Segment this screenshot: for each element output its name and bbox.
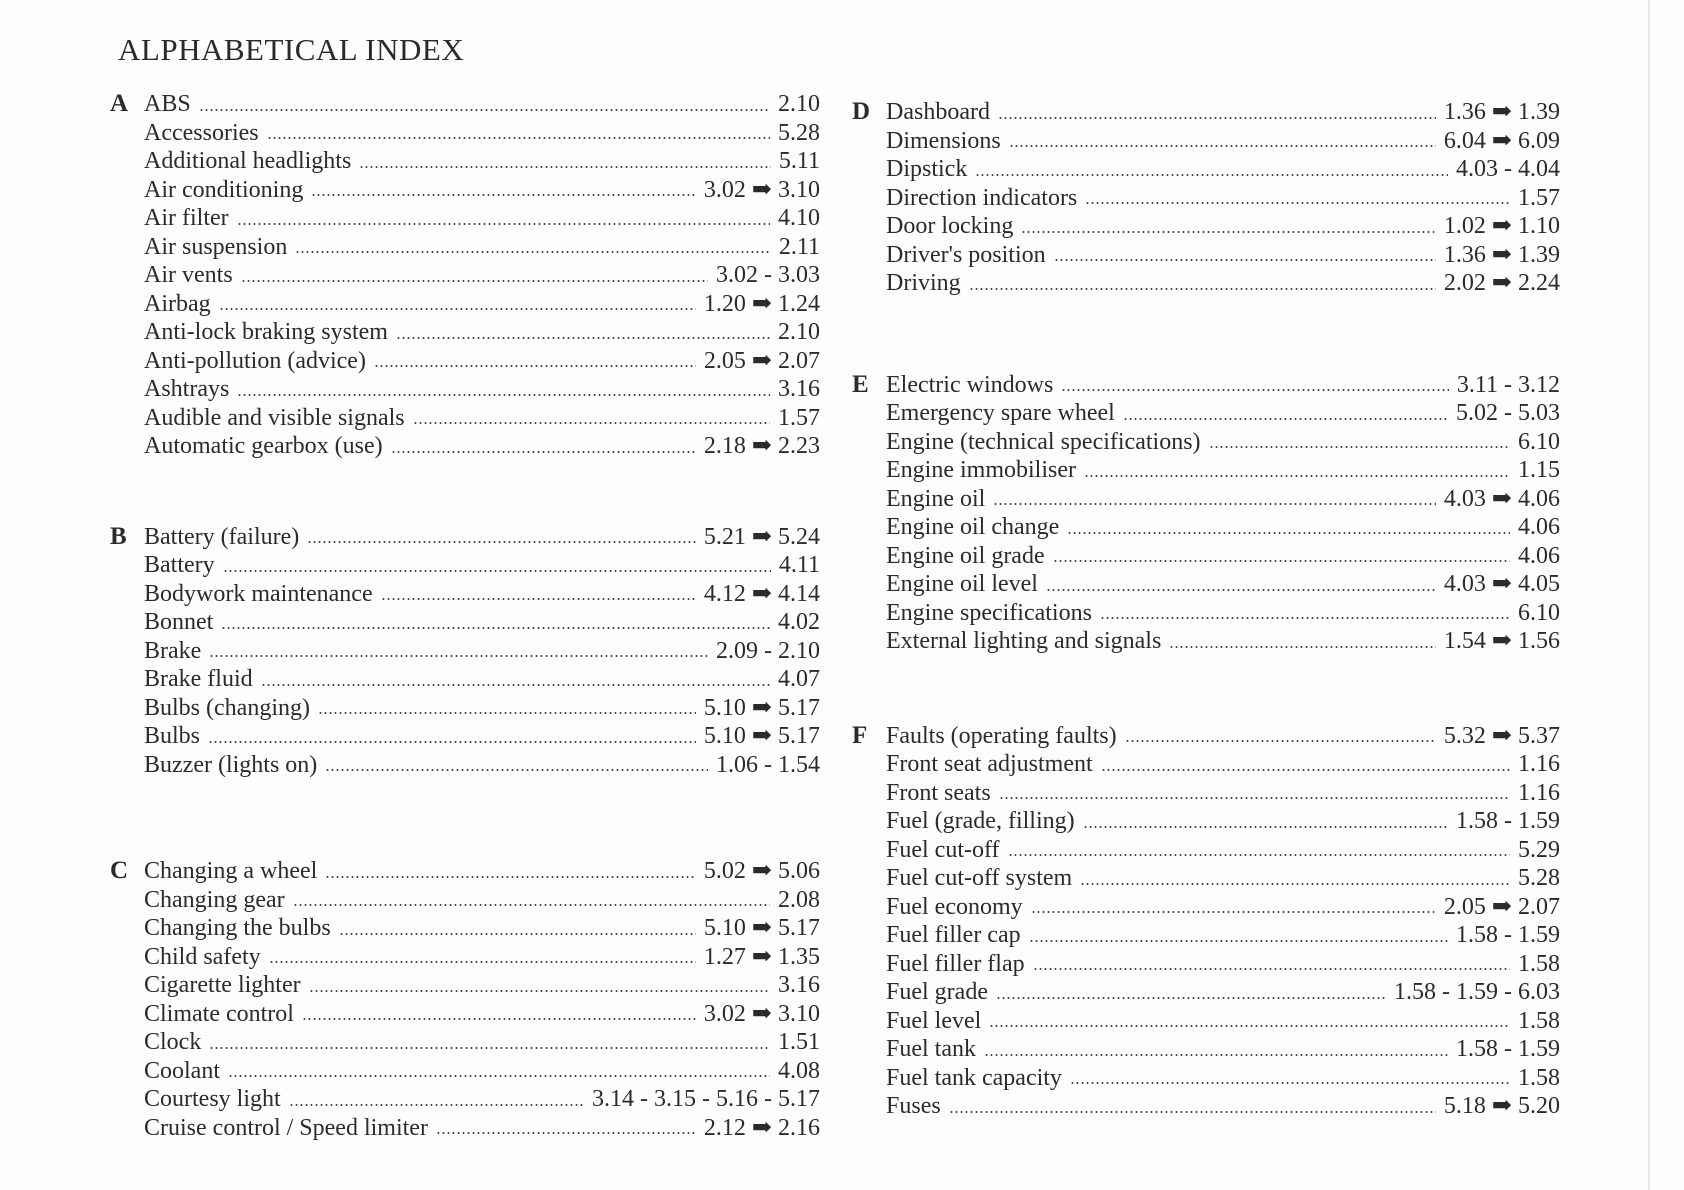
entry-pages: 1.57 xyxy=(778,404,820,431)
entry-pages: 2.08 xyxy=(778,886,820,913)
entry-term: Fuel level xyxy=(886,1007,982,1034)
entry-term: Fuses xyxy=(886,1093,941,1119)
dot-leader xyxy=(237,394,770,396)
index-entry xyxy=(144,290,820,319)
entry-term: Dimensions xyxy=(886,127,1001,154)
index-entry xyxy=(886,1007,1560,1036)
entry-pages: 1.51 xyxy=(778,1029,820,1055)
section-e xyxy=(852,371,1560,656)
entry-pages: 3.14 - 3.15 - 5.16 - 5.17 xyxy=(592,1086,820,1112)
entry-term: Fuel economy xyxy=(886,893,1023,920)
section-letter: E xyxy=(852,370,869,398)
entry-pages: 4.10 xyxy=(778,205,820,231)
entry-pages: 4.06 xyxy=(1518,542,1560,569)
entry-term: Air conditioning xyxy=(144,176,304,203)
dot-leader xyxy=(307,541,696,543)
dot-leader xyxy=(391,451,696,453)
dot-leader xyxy=(325,876,696,878)
entry-term: Changing the bulbs xyxy=(144,915,331,941)
dot-leader xyxy=(1061,389,1449,391)
dot-leader xyxy=(311,194,696,196)
entry-term: Bulbs xyxy=(144,723,201,749)
index-entry xyxy=(886,978,1560,1007)
index-entry xyxy=(886,950,1560,979)
entry-term: Engine oil xyxy=(886,485,986,512)
dot-leader xyxy=(989,1025,1510,1027)
dot-leader xyxy=(208,741,696,743)
entry-pages: 1.06 - 1.54 xyxy=(716,751,820,778)
dot-leader xyxy=(237,223,770,225)
entry-pages: 1.54 ➡ 1.56 xyxy=(1443,628,1560,654)
entry-term: Engine oil level xyxy=(886,571,1038,597)
entry-pages: 5.29 xyxy=(1518,836,1560,863)
entry-pages: 4.02 xyxy=(778,609,820,635)
dot-leader xyxy=(1085,202,1510,204)
index-entry xyxy=(886,184,1560,213)
left-column xyxy=(110,90,820,1142)
dot-leader xyxy=(309,990,770,992)
index-entry xyxy=(144,523,820,552)
index-entry xyxy=(144,1085,820,1114)
index-entry xyxy=(886,428,1560,457)
entry-pages: 2.10 xyxy=(778,91,820,117)
entry-pages: 2.02 ➡ 2.24 xyxy=(1443,270,1560,296)
entry-term: Changing gear xyxy=(144,886,285,913)
entry-term: Automatic gearbox (use) xyxy=(144,433,383,459)
entries-list xyxy=(144,523,820,780)
dot-leader xyxy=(1080,883,1510,885)
index-entry xyxy=(886,750,1560,779)
entry-term: Engine immobiliser xyxy=(886,457,1076,483)
entry-pages: 3.02 ➡ 3.10 xyxy=(703,1000,820,1027)
entry-term: Child safety xyxy=(144,943,261,970)
entry-pages: 1.16 xyxy=(1518,779,1560,806)
index-entry xyxy=(886,599,1560,628)
dot-leader xyxy=(993,503,1436,505)
index-entry xyxy=(886,241,1560,270)
entry-term: Engine specifications xyxy=(886,599,1092,626)
dot-leader xyxy=(1169,646,1436,648)
index-entry xyxy=(144,1000,820,1029)
entry-term: Direction indicators xyxy=(886,184,1078,211)
dot-leader xyxy=(975,174,1448,176)
dot-leader xyxy=(1209,446,1510,448)
dot-leader xyxy=(302,1018,696,1020)
entries-list xyxy=(144,857,820,1142)
index-entry xyxy=(886,864,1560,893)
page-edge xyxy=(1648,0,1650,1190)
entry-term: Clock xyxy=(144,1029,202,1055)
section-c xyxy=(110,857,820,1142)
index-entry xyxy=(144,261,820,290)
index-entry xyxy=(144,1114,820,1143)
entry-pages: 1.58 - 1.59 xyxy=(1456,1036,1560,1062)
index-entry xyxy=(144,176,820,205)
dot-leader xyxy=(293,904,770,906)
entry-pages: 2.10 xyxy=(778,319,820,345)
entry-pages: 3.11 - 3.12 xyxy=(1456,371,1560,398)
entry-pages: 5.10 ➡ 5.17 xyxy=(703,723,820,749)
entry-pages: 5.10 ➡ 5.17 xyxy=(703,694,820,721)
dot-leader xyxy=(1046,589,1436,591)
index-entry xyxy=(886,627,1560,656)
index-entry xyxy=(886,513,1560,542)
index-entry xyxy=(144,665,820,694)
entry-pages: 1.58 xyxy=(1518,1064,1560,1091)
dot-leader xyxy=(374,365,696,367)
entry-term: Bulbs (changing) xyxy=(144,694,310,721)
section-a xyxy=(110,90,820,461)
dot-leader xyxy=(289,1104,584,1106)
entry-pages: 1.15 xyxy=(1518,457,1560,483)
dot-leader xyxy=(969,288,1436,290)
dot-leader xyxy=(1067,532,1510,534)
index-entry xyxy=(144,233,820,262)
dot-leader xyxy=(1125,740,1436,742)
index-entry xyxy=(144,347,820,376)
index-entry xyxy=(144,751,820,780)
dot-leader xyxy=(1053,560,1510,562)
index-entry xyxy=(144,1028,820,1057)
dot-leader xyxy=(436,1132,696,1134)
entry-pages: 1.20 ➡ 1.24 xyxy=(703,290,820,317)
index-entry xyxy=(144,1057,820,1086)
entry-pages: 4.03 ➡ 4.05 xyxy=(1443,571,1560,597)
entry-term: Buzzer (lights on) xyxy=(144,751,318,778)
entry-term: Engine oil change xyxy=(886,514,1060,540)
entry-term: Bonnet xyxy=(144,609,214,635)
entry-term: Cigarette lighter xyxy=(144,972,301,998)
index-entry xyxy=(886,921,1560,950)
page-title: ALPHABETICAL INDEX xyxy=(118,32,465,67)
entry-term: Brake xyxy=(144,637,202,664)
dot-leader xyxy=(413,422,770,424)
dot-leader xyxy=(1031,911,1436,913)
dot-leader xyxy=(223,570,771,572)
entry-pages: 1.58 xyxy=(1518,1007,1560,1034)
entry-term: Air vents xyxy=(144,262,233,288)
section-f xyxy=(852,722,1560,1121)
dot-leader xyxy=(1029,940,1448,942)
index-entry xyxy=(886,212,1560,241)
entry-pages: 2.05 ➡ 2.07 xyxy=(703,347,820,374)
entry-pages: 1.58 - 1.59 - 6.03 xyxy=(1394,979,1560,1005)
dot-leader xyxy=(209,655,708,657)
index-entry xyxy=(144,857,820,886)
entry-term: Fuel (grade, filling) xyxy=(886,808,1075,834)
entry-pages: 4.03 ➡ 4.06 xyxy=(1443,485,1560,512)
entry-pages: 1.16 xyxy=(1518,751,1560,777)
entry-pages: 3.16 xyxy=(778,972,820,998)
entry-term: Door locking xyxy=(886,213,1014,239)
entry-pages: 5.10 ➡ 5.17 xyxy=(703,915,820,941)
index-entry xyxy=(886,542,1560,571)
entry-pages: 4.12 ➡ 4.14 xyxy=(703,580,820,607)
index-entry xyxy=(886,399,1560,428)
index-entry xyxy=(886,836,1560,865)
entry-pages: 4.06 xyxy=(1518,514,1560,540)
index-entry xyxy=(144,147,820,176)
entry-pages: 1.36 ➡ 1.39 xyxy=(1443,241,1560,268)
dot-leader xyxy=(381,598,696,600)
entry-term: Front seat adjustment xyxy=(886,751,1093,777)
entry-term: Anti-pollution (advice) xyxy=(144,347,366,374)
entry-term: Accessories xyxy=(144,119,259,146)
entries-list xyxy=(144,90,820,461)
dot-leader xyxy=(339,933,696,935)
dot-leader xyxy=(261,684,770,686)
index-entry xyxy=(144,375,820,404)
dot-leader xyxy=(1070,1082,1510,1084)
entry-pages: 5.11 xyxy=(778,148,820,174)
dot-leader xyxy=(318,712,696,714)
entry-term: Engine oil grade xyxy=(886,542,1045,569)
entry-term: Fuel filler cap xyxy=(886,922,1021,948)
dot-leader xyxy=(359,166,771,168)
entry-term: Climate control xyxy=(144,1000,294,1027)
entry-term: Electric windows xyxy=(886,371,1054,398)
index-entry xyxy=(144,318,820,347)
entry-term: Driver's position xyxy=(886,241,1046,268)
dot-leader xyxy=(241,280,708,282)
entry-term: Battery xyxy=(144,552,215,578)
index-entry xyxy=(144,694,820,723)
entry-term: Fuel tank capacity xyxy=(886,1064,1062,1091)
dot-leader xyxy=(1008,854,1510,856)
dot-leader xyxy=(228,1075,770,1077)
index-entry xyxy=(886,98,1560,127)
dot-leader xyxy=(209,1047,770,1049)
entry-term: Dipstick xyxy=(886,156,968,182)
entry-pages: 2.05 ➡ 2.07 xyxy=(1443,893,1560,920)
dot-leader xyxy=(219,308,696,310)
entry-pages: 5.28 xyxy=(1518,865,1560,891)
index-entry xyxy=(144,943,820,972)
entry-pages: 4.08 xyxy=(778,1057,820,1084)
dot-leader xyxy=(1009,145,1436,147)
entry-term: Front seats xyxy=(886,779,991,806)
entry-pages: 6.10 xyxy=(1518,428,1560,455)
entries-list xyxy=(886,371,1560,656)
dot-leader xyxy=(199,109,770,111)
entry-term: Emergency spare wheel xyxy=(886,400,1115,426)
index-entry xyxy=(144,608,820,637)
dot-leader xyxy=(269,961,696,963)
entry-term: Anti-lock braking system xyxy=(144,319,388,345)
entry-term: Audible and visible signals xyxy=(144,404,405,431)
entries-list xyxy=(886,722,1560,1121)
index-entry xyxy=(886,456,1560,485)
index-entry xyxy=(886,127,1560,156)
entries-list xyxy=(886,98,1560,298)
entry-term: Battery (failure) xyxy=(144,523,300,550)
index-entry xyxy=(144,432,820,461)
entry-term: Changing a wheel xyxy=(144,858,318,884)
entry-pages: 2.12 ➡ 2.16 xyxy=(703,1114,820,1141)
entry-pages: 1.58 - 1.59 xyxy=(1456,922,1560,948)
index-entry xyxy=(144,722,820,751)
index-entry xyxy=(144,119,820,148)
index-entry xyxy=(886,1035,1560,1064)
index-entry xyxy=(144,914,820,943)
index-entry xyxy=(144,90,820,119)
section-letter: A xyxy=(110,90,129,117)
dot-leader xyxy=(295,251,771,253)
entry-pages: 1.58 - 1.59 xyxy=(1456,808,1560,834)
entry-pages: 1.02 ➡ 1.10 xyxy=(1443,213,1560,239)
section-letter: C xyxy=(110,857,129,884)
section-d xyxy=(852,98,1560,298)
dot-leader xyxy=(949,1111,1436,1113)
dot-leader xyxy=(1100,617,1510,619)
dot-leader xyxy=(984,1054,1448,1056)
dot-leader xyxy=(998,117,1436,119)
entry-term: Air filter xyxy=(144,205,229,231)
dot-leader xyxy=(1084,475,1510,477)
entry-pages: 3.16 xyxy=(778,376,820,402)
dot-leader xyxy=(1054,259,1436,261)
entry-pages: 1.27 ➡ 1.35 xyxy=(703,943,820,970)
entry-term: Fuel grade xyxy=(886,979,988,1005)
entry-pages: 5.28 xyxy=(778,119,820,146)
entry-term: Fuel cut-off system xyxy=(886,865,1073,891)
index-entry xyxy=(144,204,820,233)
dot-leader xyxy=(221,627,770,629)
entry-term: Courtesy light xyxy=(144,1086,281,1112)
index-entry xyxy=(886,779,1560,808)
entry-pages: 3.02 - 3.03 xyxy=(716,262,820,288)
entry-term: Cruise control / Speed limiter xyxy=(144,1114,428,1141)
dot-leader xyxy=(999,797,1510,799)
entry-term: Fuel tank xyxy=(886,1036,976,1062)
entry-term: Brake fluid xyxy=(144,666,253,692)
entry-term: Additional headlights xyxy=(144,148,352,174)
index-entry xyxy=(886,570,1560,599)
entry-pages: 4.11 xyxy=(778,552,820,578)
entry-pages: 5.02 ➡ 5.06 xyxy=(703,858,820,884)
dot-leader xyxy=(1033,968,1510,970)
dot-leader xyxy=(1123,418,1448,420)
entry-pages: 1.57 xyxy=(1518,184,1560,211)
entry-pages: 3.02 ➡ 3.10 xyxy=(703,176,820,203)
entry-pages: 5.18 ➡ 5.20 xyxy=(1443,1093,1560,1119)
index-entry xyxy=(144,404,820,433)
entry-term: Air suspension xyxy=(144,233,288,260)
index-entry xyxy=(886,1092,1560,1121)
dot-leader xyxy=(267,137,770,139)
dot-leader xyxy=(1083,826,1448,828)
index-entry xyxy=(886,371,1560,400)
entry-pages: 4.03 - 4.04 xyxy=(1456,156,1560,182)
entry-pages: 4.07 xyxy=(778,666,820,692)
entry-term: Fuel cut-off xyxy=(886,836,1000,863)
entry-pages: 2.09 - 2.10 xyxy=(716,637,820,664)
index-entry xyxy=(886,722,1560,751)
entry-term: Ashtrays xyxy=(144,376,230,402)
entry-term: Airbag xyxy=(144,290,211,317)
section-b xyxy=(110,523,820,780)
index-entry xyxy=(144,637,820,666)
entry-pages: 1.36 ➡ 1.39 xyxy=(1443,99,1560,125)
entry-term: Dashboard xyxy=(886,99,990,125)
entry-term: External lighting and signals xyxy=(886,628,1162,654)
entry-pages: 5.02 - 5.03 xyxy=(1456,400,1560,426)
entry-pages: 6.10 xyxy=(1518,599,1560,626)
section-letter: F xyxy=(852,721,868,749)
index-entry xyxy=(886,1064,1560,1093)
entry-pages: 1.58 xyxy=(1518,950,1560,977)
entry-term: Bodywork maintenance xyxy=(144,580,373,607)
index-entry xyxy=(144,580,820,609)
right-column xyxy=(852,98,1560,1121)
dot-leader xyxy=(1021,231,1436,233)
index-entry xyxy=(886,155,1560,184)
entry-term: Fuel filler flap xyxy=(886,950,1025,977)
entry-pages: 2.18 ➡ 2.23 xyxy=(703,433,820,459)
index-entry xyxy=(144,551,820,580)
entry-term: ABS xyxy=(144,91,191,117)
entry-term: Coolant xyxy=(144,1057,220,1084)
entry-pages: 5.32 ➡ 5.37 xyxy=(1443,722,1560,749)
index-entry xyxy=(144,886,820,915)
entry-pages: 5.21 ➡ 5.24 xyxy=(703,523,820,550)
index-entry xyxy=(144,971,820,1000)
dot-leader xyxy=(1101,769,1510,771)
index-entry xyxy=(886,893,1560,922)
dot-leader xyxy=(996,997,1386,999)
entry-term: Driving xyxy=(886,270,961,296)
section-letter: D xyxy=(852,98,871,125)
dot-leader xyxy=(396,337,770,339)
dot-leader xyxy=(325,769,708,771)
entry-pages: 2.11 xyxy=(778,233,820,260)
entry-term: Faults (operating faults) xyxy=(886,722,1117,749)
entry-pages: 6.04 ➡ 6.09 xyxy=(1443,127,1560,154)
index-entry xyxy=(886,485,1560,514)
index-entry xyxy=(886,269,1560,298)
entry-term: Engine (technical specifications) xyxy=(886,428,1201,455)
section-letter: B xyxy=(110,522,127,550)
index-entry xyxy=(886,807,1560,836)
